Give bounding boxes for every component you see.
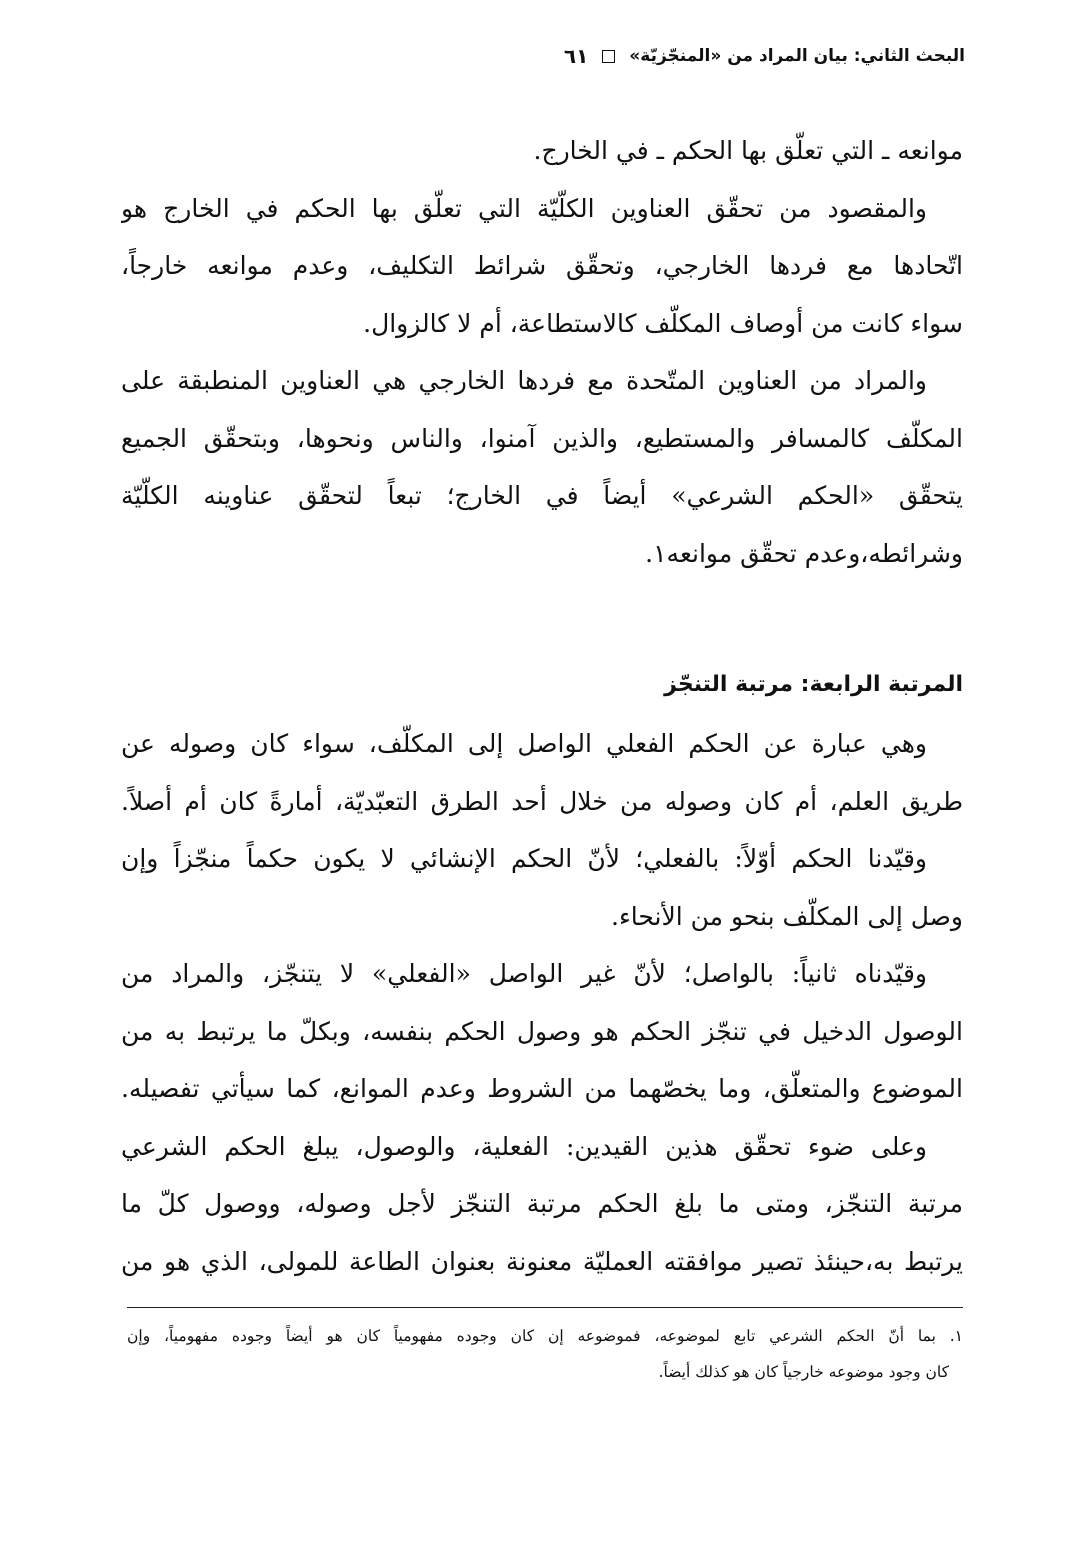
text-line: وصل إلى المكلّف بنحو من الأنحاء. <box>611 901 963 931</box>
running-header <box>110 36 965 76</box>
text-line: وقيّدنا الحكم أوّلاً: بالفعلي؛ لأنّ الحكم الإنشائي لا يكون حكماً منجّزاً وإن <box>121 844 927 873</box>
footnote-line: ١. بما أنّ الحكم الشرعي تابع لموضوعه، فموضوعه إن كان وجوده مفهومياً كان هو أيضاً وجوده مفهومياً، وإن <box>127 1327 963 1345</box>
square-separator-icon <box>602 50 615 63</box>
text-line: وعلى ضوء تحقّق هذين القيدين: الفعلية، والوصول، يبلغ الحكم الشرعي <box>121 1131 927 1161</box>
footnote-divider <box>127 1307 963 1308</box>
text-line: المكلّف كالمسافر والمستطيع، والذين آمنوا، والناس ونحوها، وبتحقّق الجميع <box>121 423 963 453</box>
text-line: الوصول الدخيل في تنجّز الحكم هو وصول الحكم بنفسه، وبكلّ ما يرتبط به من <box>121 1016 963 1046</box>
text-line: والمقصود من تحقّق العناوين الكلّيّة التي تعلّق بها الحكم في الخارج هو <box>121 193 927 223</box>
text-line: يرتبط به،حينئذ تصير موافقته العمليّة معنونة بعنوان الطاعة للمولى، الذي هو من <box>121 1246 963 1276</box>
main-text <box>121 122 963 1290</box>
text-line: سواء كانت من أوصاف المكلّف كالاستطاعة، أم لا كالزوال. <box>363 308 963 338</box>
section-heading: المرتبة الرابعة: مرتبة التنجّز <box>664 672 963 697</box>
text-line: اتّحادها مع فردها الخارجي، وتحقّق شرائط التكليف، وعدم موانعه خارجاً، <box>121 251 963 280</box>
running-header-title: البحث الثاني: بيان المراد من «المنجّزيّة» <box>629 46 965 66</box>
text-line: يتحقّق «الحكم الشرعي» أيضاً في الخارج؛ تبعاً لتحقّق عناوينه الكلّيّة <box>121 481 963 510</box>
text-line: وقيّدناه ثانياً: بالواصل؛ لأنّ غير الواصل «الفعلي» لا يتنجّز، والمراد من <box>121 959 927 988</box>
footnotes <box>127 1318 963 1390</box>
text-line: وهي عبارة عن الحكم الفعلي الواصل إلى المكلّف، سواء كان وصوله عن <box>121 729 927 758</box>
text-line: وشرائطه،وعدم تحقّق موانعه١. <box>645 538 963 568</box>
text-line: طريق العلم، أم كان وصوله من خلال أحد الطرق التعبّديّة، أمارةً كان أم أصلاً. <box>121 786 963 816</box>
text-line: موانعه ـ التي تعلّق بها الحكم ـ في الخارج. <box>533 136 963 165</box>
page-number: ٦١ <box>563 44 589 68</box>
text-line: والمراد من العناوين المتّحدة مع فردها الخارجي هي العناوين المنطبقة على <box>121 366 927 395</box>
footnote-line: كان وجود موضوعه خارجياً كان هو كذلك أيضاً. <box>658 1363 949 1381</box>
text-line: الموضوع والمتعلّق، وما يخصّهما من الشروط وعدم الموانع، كما سيأتي تفصيله. <box>121 1074 963 1103</box>
text-line: مرتبة التنجّز، ومتى ما بلغ الحكم مرتبة التنجّز لأجل وصوله، ووصول كلّ ما <box>121 1189 963 1218</box>
